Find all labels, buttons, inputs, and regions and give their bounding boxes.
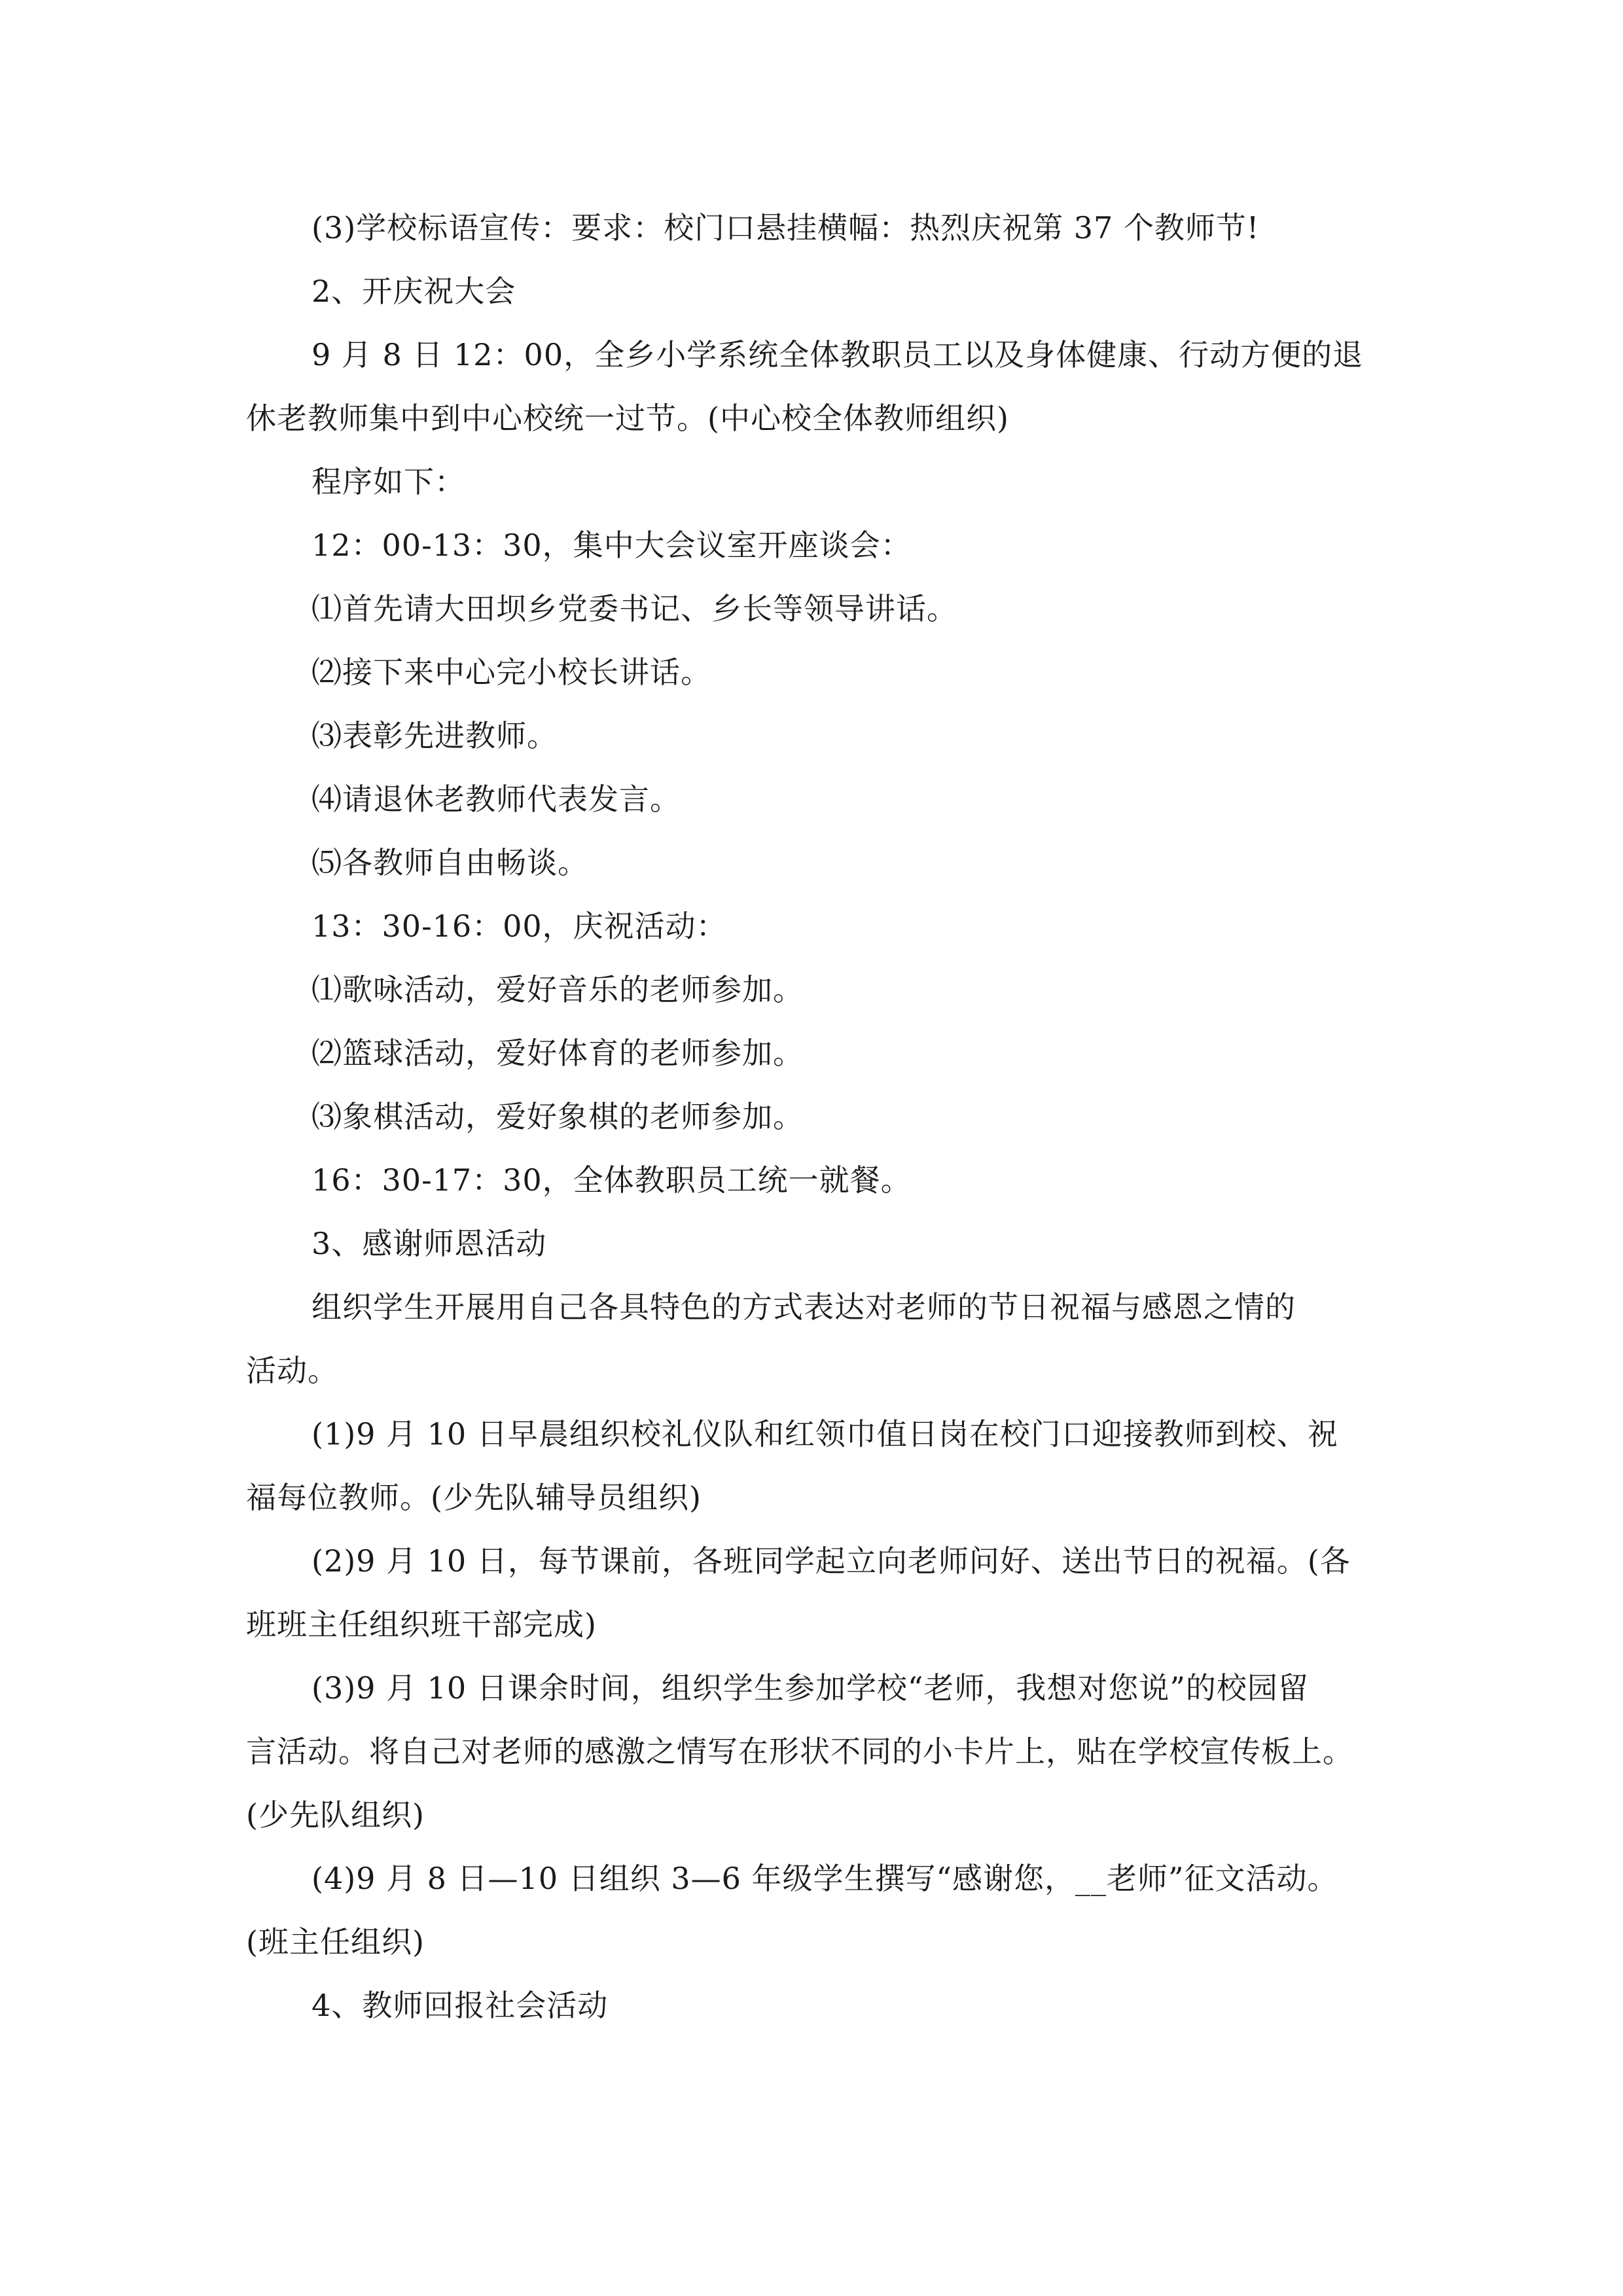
list-item: ⑴首先请大田坝乡党委书记、乡长等领导讲话。 — [312, 591, 957, 626]
schedule-activities: 13：30-16：00，庆祝活动： — [312, 908, 727, 944]
list-item-cont: (班主任组织) — [246, 1924, 425, 1960]
list-item: ⑸各教师自由畅谈。 — [312, 845, 588, 880]
list-item: (2)9 月 10 日，每节课前，各班同学起立向老师问好、送出节日的祝福。(各 — [312, 1543, 1351, 1579]
paragraph-meeting-time-cont: 休老教师集中到中心校统一过节。(中心校全体教师组织) — [246, 401, 1009, 436]
list-item: ⑶表彰先进教师。 — [312, 718, 558, 753]
document-body — [246, 196, 1385, 2037]
list-item: (1)9 月 10 日早晨组织校礼仪队和红领巾值日岗在校门口迎接教师到校、祝 — [312, 1416, 1338, 1452]
list-item: ⑶象棋活动，爱好象棋的老师参加。 — [312, 1099, 804, 1134]
list-item: ⑵接下来中心完小校长讲话。 — [312, 655, 711, 690]
paragraph-meeting-time: 9 月 8 日 12：00，全乡小学系统全体教职员工以及身体健康、行动方便的退 — [312, 337, 1364, 372]
list-item: ⑴歌咏活动，爱好音乐的老师参加。 — [312, 972, 804, 1007]
section-heading-celebration-meeting: 2、开庆祝大会 — [312, 274, 516, 309]
list-item-cont: (少先队组织) — [246, 1797, 425, 1833]
paragraph-student-activity: 组织学生开展用自己各具特色的方式表达对老师的节日祝福与感恩之情的 — [312, 1289, 1296, 1325]
paragraph-slogan: (3)学校标语宣传：要求：校门口悬挂横幅：热烈庆祝第 37 个教师节! — [312, 210, 1260, 245]
list-item-cont: 班班主任组织班干部完成) — [246, 1607, 597, 1642]
list-item: (4)9 月 8 日—10 日组织 3—6 年级学生撰写“感谢您，__老师”征文活动。 — [312, 1861, 1338, 1896]
list-item: (3)9 月 10 日课余时间，组织学生参加学校“老师，我想对您说”的校园留 — [312, 1670, 1309, 1706]
list-item-cont: 言活动。将自己对老师的感激之情写在形状不同的小卡片上，贴在学校宣传板上。 — [246, 1734, 1353, 1769]
list-item: ⑷请退休老教师代表发言。 — [312, 781, 681, 817]
list-item-cont: 福每位教师。(少先队辅导员组织) — [246, 1480, 702, 1515]
section-heading-teacher-service: 4、教师回报社会活动 — [312, 1988, 609, 2023]
program-intro: 程序如下： — [312, 464, 465, 499]
section-heading-thank-teachers: 3、感谢师恩活动 — [312, 1226, 547, 1261]
schedule-forum: 12：00-13：30，集中大会议室开座谈会： — [312, 528, 912, 563]
schedule-dinner: 16：30-17：30，全体教职员工统一就餐。 — [312, 1162, 912, 1198]
paragraph-student-activity-cont: 活动。 — [246, 1353, 338, 1388]
list-item: ⑵篮球活动，爱好体育的老师参加。 — [312, 1035, 804, 1071]
